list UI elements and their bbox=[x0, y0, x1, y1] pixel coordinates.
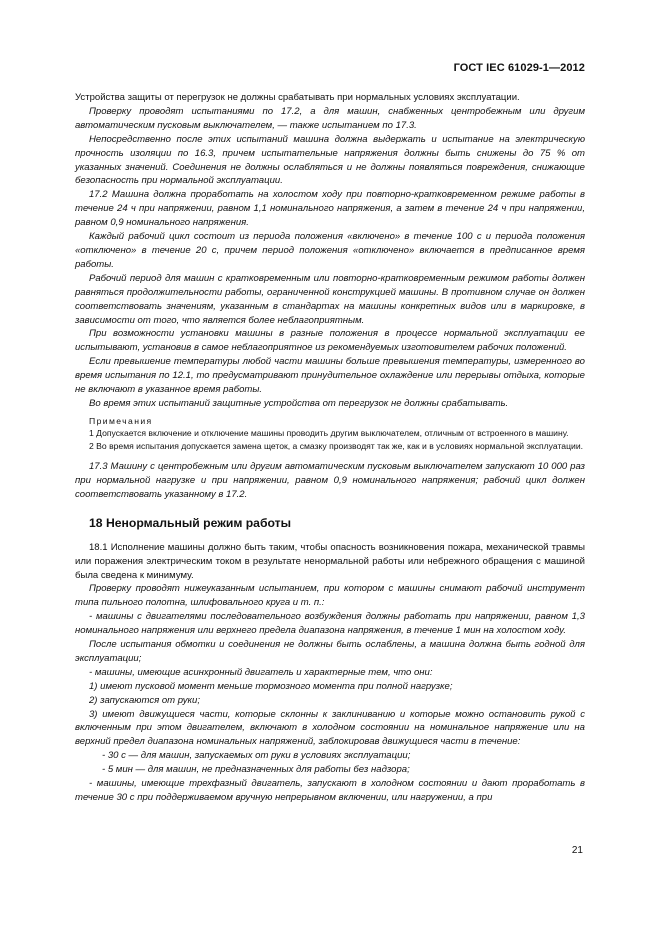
paragraph: Проверку проводят испытаниями по 17.2, а для машин, снабженных центробежным или другим автоматическим пусковым выключателем, — также испытанием по 17.3. bbox=[75, 105, 585, 131]
note: 2 Во время испытания допускается замена щеток, а смазку производят так же, как и в условиях нормальной эксплуатации. bbox=[89, 440, 584, 451]
paragraph: Рабочий период для машин с кратковременным или повторно-кратковременным режимом работы должен равняться продолжительности работы, ограниченной конструкцией машины. В противном случае он должен соответствовать значениям, указанным в стандартах на машины конкретных видов или в маркировке, в зависимости от того, что является более неблагоприятным. bbox=[75, 272, 585, 326]
page-number: 21 bbox=[571, 845, 583, 856]
paragraph: 17.3 Машину с центробежным или другим автоматическим пусковым выключателем запускают 10 000 раз при нормальной нагрузке и при напряжении, равном 0,9 номинального напряжения; рабочий цикл должен соответствовать указанному в 17.2. bbox=[75, 461, 585, 500]
note: 1 Допускается включение и отключение машины проводить другим выключателем, отличным от встроенного в машину. bbox=[89, 428, 569, 439]
document-header: ГОСТ IEC 61029-1—2012 bbox=[453, 62, 585, 74]
paragraph: Устройства защиты от перегрузок не должны срабатывать при нормальных условиях эксплуатации. bbox=[75, 92, 520, 103]
list-item: 3) имеют движущиеся части, которые склонны к заклиниванию и которые можно остановить рукой с включенным при этом двигателем, включают в холодном состоянии на номинальное напряжение или на верхний предел диапазона номинальных напряжений, заблокировав движущиеся части в течение: bbox=[75, 708, 585, 748]
notes-label: Примечания bbox=[89, 415, 153, 426]
paragraph: 18.1 Исполнение машины должно быть таким, чтобы опасность возникновения пожара, механической травмы или поражения электрическим током в результате ненормальной работы или небрежного обращения с машиной была сведена к минимуму. bbox=[75, 541, 585, 581]
paragraph: - машины, имеющие трехфазный двигатель, запускают в холодном состоянии и дают проработать в течение 30 с при поддерживаемом вручную непрерывном включении, или нагружении, а при bbox=[75, 778, 585, 803]
list-item: 1) имеют пусковой момент меньше тормозного момента при полной нагрузке; bbox=[89, 680, 453, 692]
list-item: - 30 с — для машин, запускаемых от руки в условиях эксплуатации; bbox=[102, 750, 411, 762]
paragraph: Проверку проводят нижеуказанным испытанием, при котором с машины снимают рабочий инструмент типа пильного полотна, шлифовального круга и т. п.: bbox=[75, 583, 585, 609]
paragraph: - машины с двигателями последовательного возбуждения должны работать при напряжении, равном 1,3 номинального напряжения или верхнего предела диапазона напряжения, в течение 1 мин на холостом ходу. bbox=[75, 611, 585, 637]
list-item: 2) запускаются от руки; bbox=[89, 694, 200, 706]
paragraph: Непосредственно после этих испытаний машина должна выдержать и испытание на электрическую прочность изоляции по 16.3, причем испытательные напряжения должны быть снижены до 75 % от указанных значений. Соединения не должны ослабляться и не должны появляться повреждения, снижающие безопасность при нормальной эксплуатации. bbox=[75, 133, 585, 187]
section-heading: 18 Ненормальный режим работы bbox=[89, 515, 291, 530]
paragraph: Если превышение температуры любой части машины больше превышения температуры, измеренного во время испытания по 12.1, то предусматривают принудительное охлаждение или перерывы отдыха, которые не включают в указанное время работы. bbox=[75, 356, 585, 396]
paragraph: 17.2 Машина должна проработать на холостом ходу при повторно-кратковременном режиме работы в течение 24 ч при напряжении, равном 1,1 номинального напряжения, а затем в течение 24 ч при напряжении, равном 0,9 номинального напряжения. bbox=[75, 189, 585, 229]
paragraph: При возможности установки машины в разные положения в процессе нормальной эксплуатации ее испытывают, установив в самое неблагоприятное из рекомендуемых изготовителем рабочих положений. bbox=[75, 328, 585, 354]
body-text bbox=[75, 91, 585, 805]
list-item: - 5 мин — для машин, не предназначенных для работы без надзора; bbox=[102, 764, 410, 776]
paragraph: Во время этих испытаний защитные устройства от перегрузок не должны срабатывать. bbox=[89, 397, 509, 409]
paragraph: - машины, имеющие асинхронный двигатель и характерные тем, что они: bbox=[89, 666, 433, 678]
paragraph: После испытания обмотки и соединения не должны быть ослаблены, а машина должна быть годной для эксплуатации; bbox=[75, 639, 585, 664]
paragraph: Каждый рабочий цикл состоит из периода положения «включено» в течение 100 с и периода положения «отключено» в течение 20 с, причем период положения «отключено» включается в предписанное время работы. bbox=[75, 231, 585, 270]
